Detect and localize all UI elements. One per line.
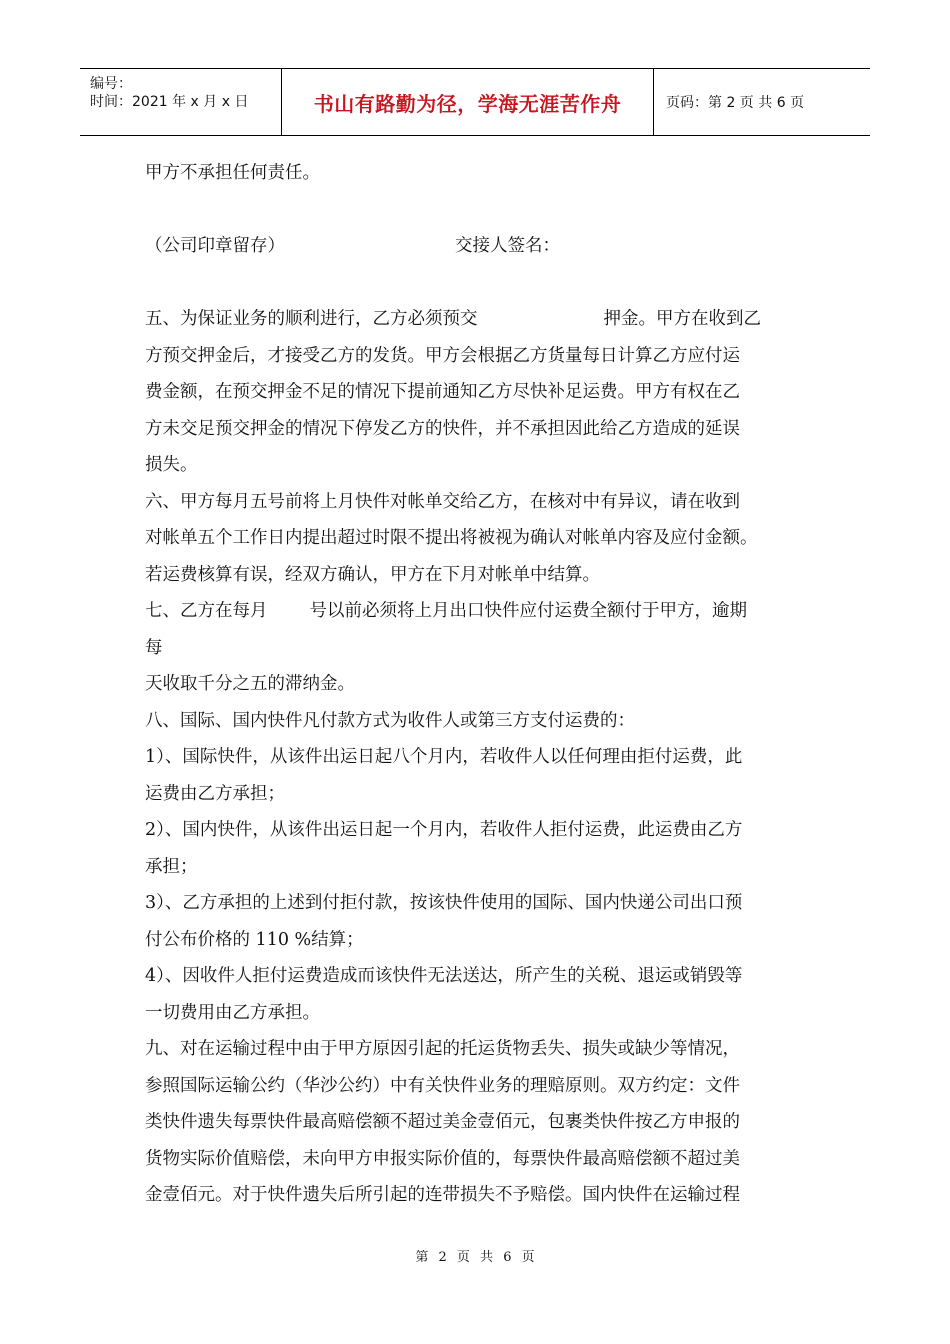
body-line: 方预交押金后，才接受乙方的发货。甲方会根据乙方货量每日计算乙方应付运 (145, 345, 740, 366)
body-line: 1）、国际快件，从该件出运日起八个月内，若收件人以任何理由拒付运费，此 (145, 747, 743, 767)
header-motto-cell (282, 69, 654, 135)
header-motto: 书山有路勤为径，学海无涯苦作舟 (313, 91, 622, 116)
body-line: 参照国际运输公约（华沙公约）中有关快件业务的理赔原则。双方约定：文件 (145, 1075, 740, 1096)
body-line: 类快件遗失每票快件最高赔偿额不超过美金壹佰元，包裹类快件按乙方申报的 (145, 1112, 740, 1132)
body-line: 付公布价格的 110 %结算； (145, 929, 364, 950)
body-line: 六、甲方每月五号前将上月快件对帐单交给乙方，在核对中有异议，请在收到 (145, 491, 740, 512)
deposit-amount-blank (478, 323, 604, 324)
body-line: 对帐单五个工作日内提出超过时限不提出将被视为确认对帐单内容及应付金额。 (145, 528, 758, 548)
clause-7-text-start: 七、乙方在每月 (145, 601, 268, 621)
body-line: 损失。 (145, 455, 198, 475)
body-line: 方未交足预交押金的情况下停发乙方的快件，并不承担因此给乙方造成的延误 (145, 418, 740, 439)
body-line: 每 (145, 637, 163, 658)
clause-7-first-line (145, 593, 825, 630)
paragraph-gap (145, 192, 825, 228)
body-line: 4）、因收件人拒付运费造成而该快件无法送达，所产生的关税、退运或销毁等 (145, 966, 743, 986)
signature-row (145, 228, 825, 265)
body-line: 费金额，在预交押金不足的情况下提前通知乙方尽快补足运费。甲方有权在乙 (145, 382, 740, 402)
clause-5-text-start: 五、为保证业务的顺利进行，乙方必须预交 (145, 309, 478, 329)
page-footer: 第 2 页 共 6 页 (415, 1250, 535, 1265)
signer-label: 交接人签名： (455, 235, 560, 256)
payment-day-blank (268, 615, 310, 616)
body-line: 一切费用由乙方承担。 (145, 1002, 320, 1023)
document-number-label: 编号： (90, 76, 132, 92)
body-line: 2）、国内快件，从该件出运日起一个月内，若收件人拒付运费，此运费由乙方 (145, 820, 743, 840)
body-line: 九、对在运输过程中由于甲方原因引起的托运货物丢失、损失或缺少等情况， (145, 1039, 740, 1059)
page-header (80, 68, 870, 136)
body-line: 若运费核算有误，经双方确认，甲方在下月对帐单中结算。 (145, 564, 600, 585)
clause-5-first-line (145, 301, 825, 338)
header-meta-cell (80, 69, 282, 135)
document-date-label: 时间：2021 年 x 月 x 日 (90, 94, 249, 110)
body-line: 运费由乙方承担； (145, 783, 285, 804)
signature-spacer (285, 250, 455, 251)
body-line: 承担； (145, 856, 198, 877)
header-page-info: 页码：第 2 页 共 6 页 (666, 95, 805, 111)
body-line: 货物实际价值赔偿，未向甲方申报实际价值的，每票快件最高赔偿额不超过美 (145, 1148, 740, 1169)
document-body (145, 155, 825, 1214)
seal-label: （公司印章留存） (145, 235, 285, 256)
body-line: 八、国际、国内快件凡付款方式为收件人或第三方支付运费的： (145, 710, 635, 731)
body-line: 金壹佰元。对于快件遗失后所引起的连带损失不予赔偿。国内快件在运输过程 (145, 1185, 740, 1205)
clause-7-text-end: 号以前必须将上月出口快件应付运费全额付于甲方，逾期 (309, 601, 747, 621)
header-page-cell (654, 69, 870, 135)
body-line: 3）、乙方承担的上述到付拒付款，按该快件使用的国际、国内快递公司出口预 (145, 893, 743, 913)
paragraph-gap (145, 264, 825, 301)
body-line: 天收取千分之五的滞纳金。 (145, 674, 355, 694)
body-line: 甲方不承担任何责任。 (145, 163, 320, 183)
clause-5-text-end: 押金。甲方在收到乙 (603, 309, 761, 329)
